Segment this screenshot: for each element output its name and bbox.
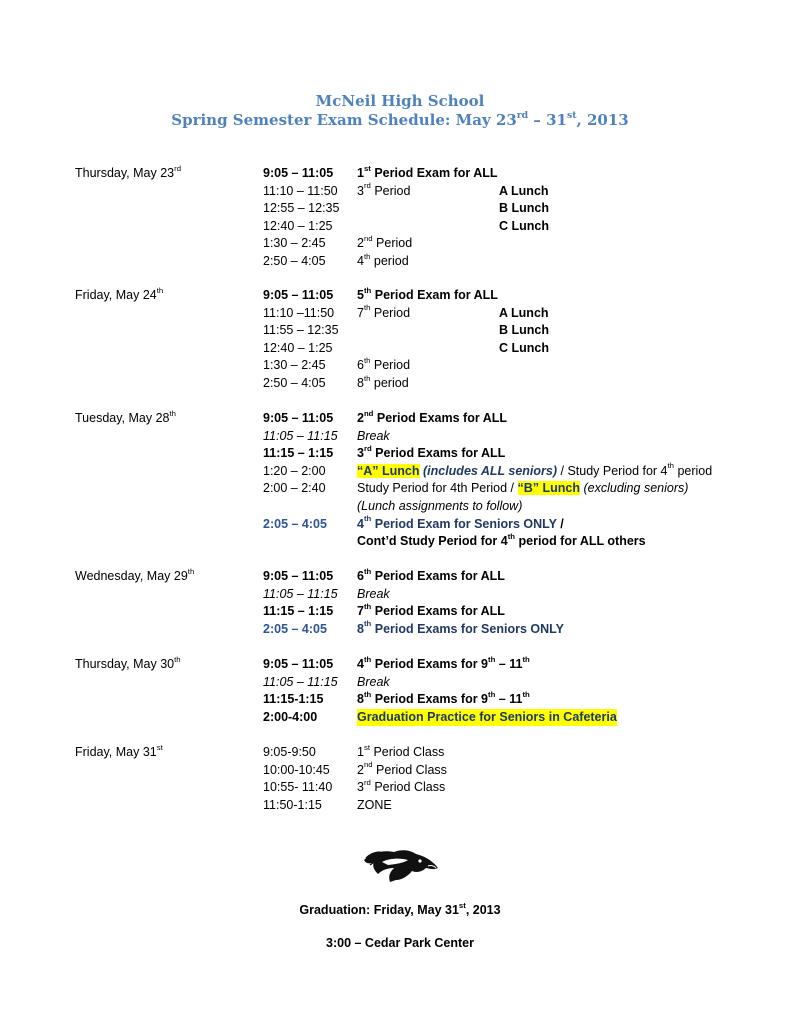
lunch-label: B Lunch [499, 323, 549, 338]
schedule-row [0, 253, 800, 271]
day-label: Friday, May 24th [75, 285, 164, 302]
time-slot: 11:10 –11:50 [263, 305, 335, 320]
time-slot: 11:50-1:15 [263, 797, 322, 812]
slot-description: Break [357, 586, 390, 601]
schedule-row [0, 762, 800, 780]
slot-description: Break [357, 674, 390, 689]
time-slot: 11:15 – 1:15 [263, 446, 334, 461]
time-slot: 12:55 – 12:35 [263, 201, 340, 216]
lunch-label: C Lunch [499, 340, 549, 355]
time-slot: 2:05 – 4:05 [263, 621, 327, 636]
time-slot: 2:00 – 2:40 [263, 481, 326, 496]
lunch-label: A Lunch [499, 183, 549, 198]
schedule-row [0, 165, 800, 183]
day-label: Wednesday, May 29th [75, 566, 195, 583]
time-slot: 1:20 – 2:00 [263, 463, 326, 478]
slot-description: 1st Period Class [357, 742, 445, 759]
schedule-row [0, 322, 800, 340]
time-slot: 9:05 – 11:05 [263, 288, 334, 302]
slot-description: 3rd Period Class [357, 777, 446, 795]
graduation-date: Graduation: Friday, May 31st, 2013 [299, 900, 501, 917]
time-slot: 11:10 – 11:50 [263, 183, 338, 198]
time-slot: 11:05 – 11:15 [263, 428, 338, 443]
slot-description: ZONE [357, 797, 392, 812]
schedule-row [0, 797, 800, 815]
lunch-label: A Lunch [499, 305, 549, 320]
slot-description: 1st Period Exam for ALL [357, 163, 498, 180]
schedule-row [0, 218, 800, 236]
schedule-row [0, 691, 800, 709]
time-slot: 11:05 – 11:15 [263, 586, 338, 601]
time-slot: 2:50 – 4:05 [263, 254, 326, 268]
slot-description: 6th Period [357, 356, 411, 373]
slot-description: 7th Period Exams for ALL [357, 601, 505, 619]
time-slot: 12:40 – 1:25 [263, 218, 333, 233]
time-slot: 10:55- 11:40 [263, 780, 333, 795]
schedule-row [0, 516, 800, 534]
lunch-label: C Lunch [499, 218, 549, 233]
day-label: Tuesday, May 28th [75, 408, 176, 425]
time-slot: 2:00-4:00 [263, 709, 318, 724]
slot-note: (Lunch assignments to follow) [357, 499, 523, 513]
schedule-row [0, 498, 800, 516]
schedule-row [0, 709, 800, 727]
time-slot: 11:05 – 11:15 [263, 674, 338, 689]
slot-description: 8th Period Exams for 9th – 11th [357, 689, 530, 707]
lunch-label: B Lunch [499, 201, 549, 216]
schedule-row [0, 305, 800, 323]
time-slot: 9:05 – 11:05 [263, 166, 334, 180]
slot-description: 3rd Period [357, 181, 411, 198]
schedule-row [0, 463, 800, 481]
time-slot: 1:30 – 2:45 [263, 358, 326, 373]
school-name: McNeil High School [315, 92, 485, 110]
schedule-row [0, 183, 800, 201]
slot-description: 3rd Period Exams for ALL [357, 443, 506, 461]
schedule-row [0, 428, 800, 446]
slot-description: 8th Period Exams for Seniors ONLY [357, 619, 564, 636]
slot-description: Cont’d Study Period for 4th period for ALL others [357, 531, 646, 549]
slot-description: 2nd Period [357, 234, 413, 251]
schedule-row [0, 375, 800, 393]
schedule-row [0, 656, 800, 674]
time-slot: 9:05 – 11:05 [263, 411, 334, 425]
slot-description: 4th period [357, 251, 409, 268]
schedule-row [0, 445, 800, 463]
slot-description: 4th Period Exams for 9th – 11th [357, 654, 530, 671]
schedule-row [0, 586, 800, 604]
time-slot: 1:30 – 2:45 [263, 236, 326, 251]
slot-description: Study Period for 4th Period / “B” Lunch (excluding seniors) [357, 481, 689, 496]
time-slot: 11:15-1:15 [263, 692, 324, 707]
mustang-horse-head-icon [360, 846, 440, 884]
schedule-title: Spring Semester Exam Schedule: May 23rd – 31st, 2013 [171, 109, 629, 129]
time-slot: 2:05 – 4:05 [263, 516, 327, 531]
slot-description: 6th Period Exams for ALL [357, 566, 505, 583]
time-slot: 2:50 – 4:05 [263, 376, 326, 390]
schedule-row [0, 357, 800, 375]
slot-description: 4th Period Exam for Seniors ONLY / [357, 514, 564, 531]
schedule-row [0, 744, 800, 762]
time-slot: 11:55 – 12:35 [263, 323, 339, 338]
slot-description: “A” Lunch (includes ALL seniors) / Study Period for 4th period [357, 461, 713, 478]
schedule-row [0, 779, 800, 797]
schedule-row [0, 568, 800, 586]
day-label: Thursday, May 30th [75, 654, 181, 671]
time-slot: 10:00-10:45 [263, 762, 330, 777]
time-slot: 9:05 – 11:05 [263, 569, 334, 583]
schedule-row [0, 621, 800, 639]
schedule-row [0, 480, 800, 498]
slot-description: 2nd Period Exams for ALL [357, 408, 508, 425]
time-slot: 9:05 – 11:05 [263, 657, 334, 671]
slot-description: Break [357, 428, 390, 443]
schedule-row [0, 410, 800, 428]
time-slot: 11:15 – 1:15 [263, 604, 334, 619]
slot-description: 5th Period Exam for ALL [357, 285, 498, 302]
slot-description: 2nd Period Class [357, 760, 447, 777]
schedule-row [0, 200, 800, 218]
time-slot: 9:05-9:50 [263, 745, 316, 759]
graduation-location: 3:00 – Cedar Park Center [326, 936, 474, 950]
schedule-row [0, 603, 800, 621]
schedule-row [0, 235, 800, 253]
schedule-row [0, 287, 800, 305]
schedule-row [0, 674, 800, 692]
time-slot: 12:40 – 1:25 [263, 340, 333, 355]
day-label: Thursday, May 23rd [75, 163, 182, 180]
schedule-row [0, 340, 800, 358]
schedule-row [0, 533, 800, 551]
day-label: Friday, May 31st [75, 742, 163, 759]
slot-description: Graduation Practice for Seniors in Cafeteria [357, 709, 617, 727]
slot-description: 7th Period [357, 303, 411, 320]
slot-description: 8th period [357, 373, 409, 390]
